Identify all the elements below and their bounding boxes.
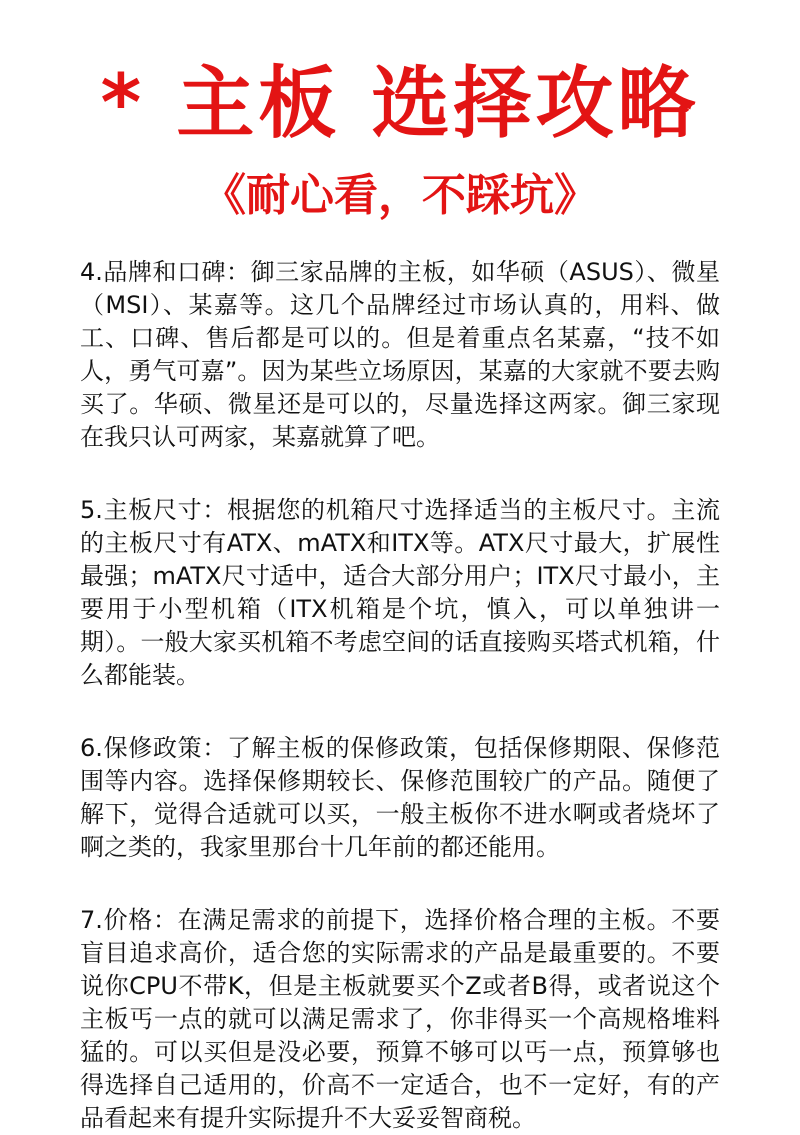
article-body	[80, 256, 720, 1135]
section-price: 7.价格：在满足需求的前提下，选择价格合理的主板。不要盲目追求高价，适合您的实际需求的产品是最重要的。不要说你CPU不带K，但是主板就要买个Z或者B得，或者说这个主板丐一点的就可以满足需求了，你非得买一个高规格堆料猛的。可以买但是没必要，预算不够可以丐一点，预算够也得选择自己适用的，价高不一定适合，也不一定好，有的产品看起来有提升实际提升不大妥妥智商税。	[80, 906, 720, 1132]
section-board-size: 5.主板尺寸：根据您的机箱尺寸选择适当的主板尺寸。主流的主板尺寸有ATX、mATX和ITX等。ATX尺寸最大，扩展性最强；mATX尺寸适中，适合大部分用户；ITX尺寸最小，主要用于小型机箱（ITX机箱是个坑，慎入，可以单独讲一期）。一般大家买机箱不考虑空间的话直接购买塔式机箱，什么都能装。	[80, 496, 720, 689]
section-brand-reputation: 4.品牌和口碑：御三家品牌的主板，如华硕（ASUS）、微星（MSI）、某嘉等。这几个品牌经过市场认真的，用料、做工、口碑、售后都是可以的。但是着重点名某嘉，“技不如人，勇气可嘉”。因为某些立场原因，某嘉的大家就不要去购买了。华硕、微星还是可以的，尽量选择这两家。御三家现在我只认可两家，某嘉就算了吧。	[80, 258, 720, 451]
section-warranty-policy: 6.保修政策：了解主板的保修政策，包括保修期限、保修范围等内容。选择保修期较长、保修范围较广的产品。随便了解下，觉得合适就可以买，一般主板你不进水啊或者烧坏了啊之类的，我家里那台十几年前的都还能用。	[80, 734, 720, 861]
page-subtitle: 《耐心看，不踩坑》	[202, 170, 598, 221]
page-title: * 主板 选择攻略	[100, 59, 700, 149]
